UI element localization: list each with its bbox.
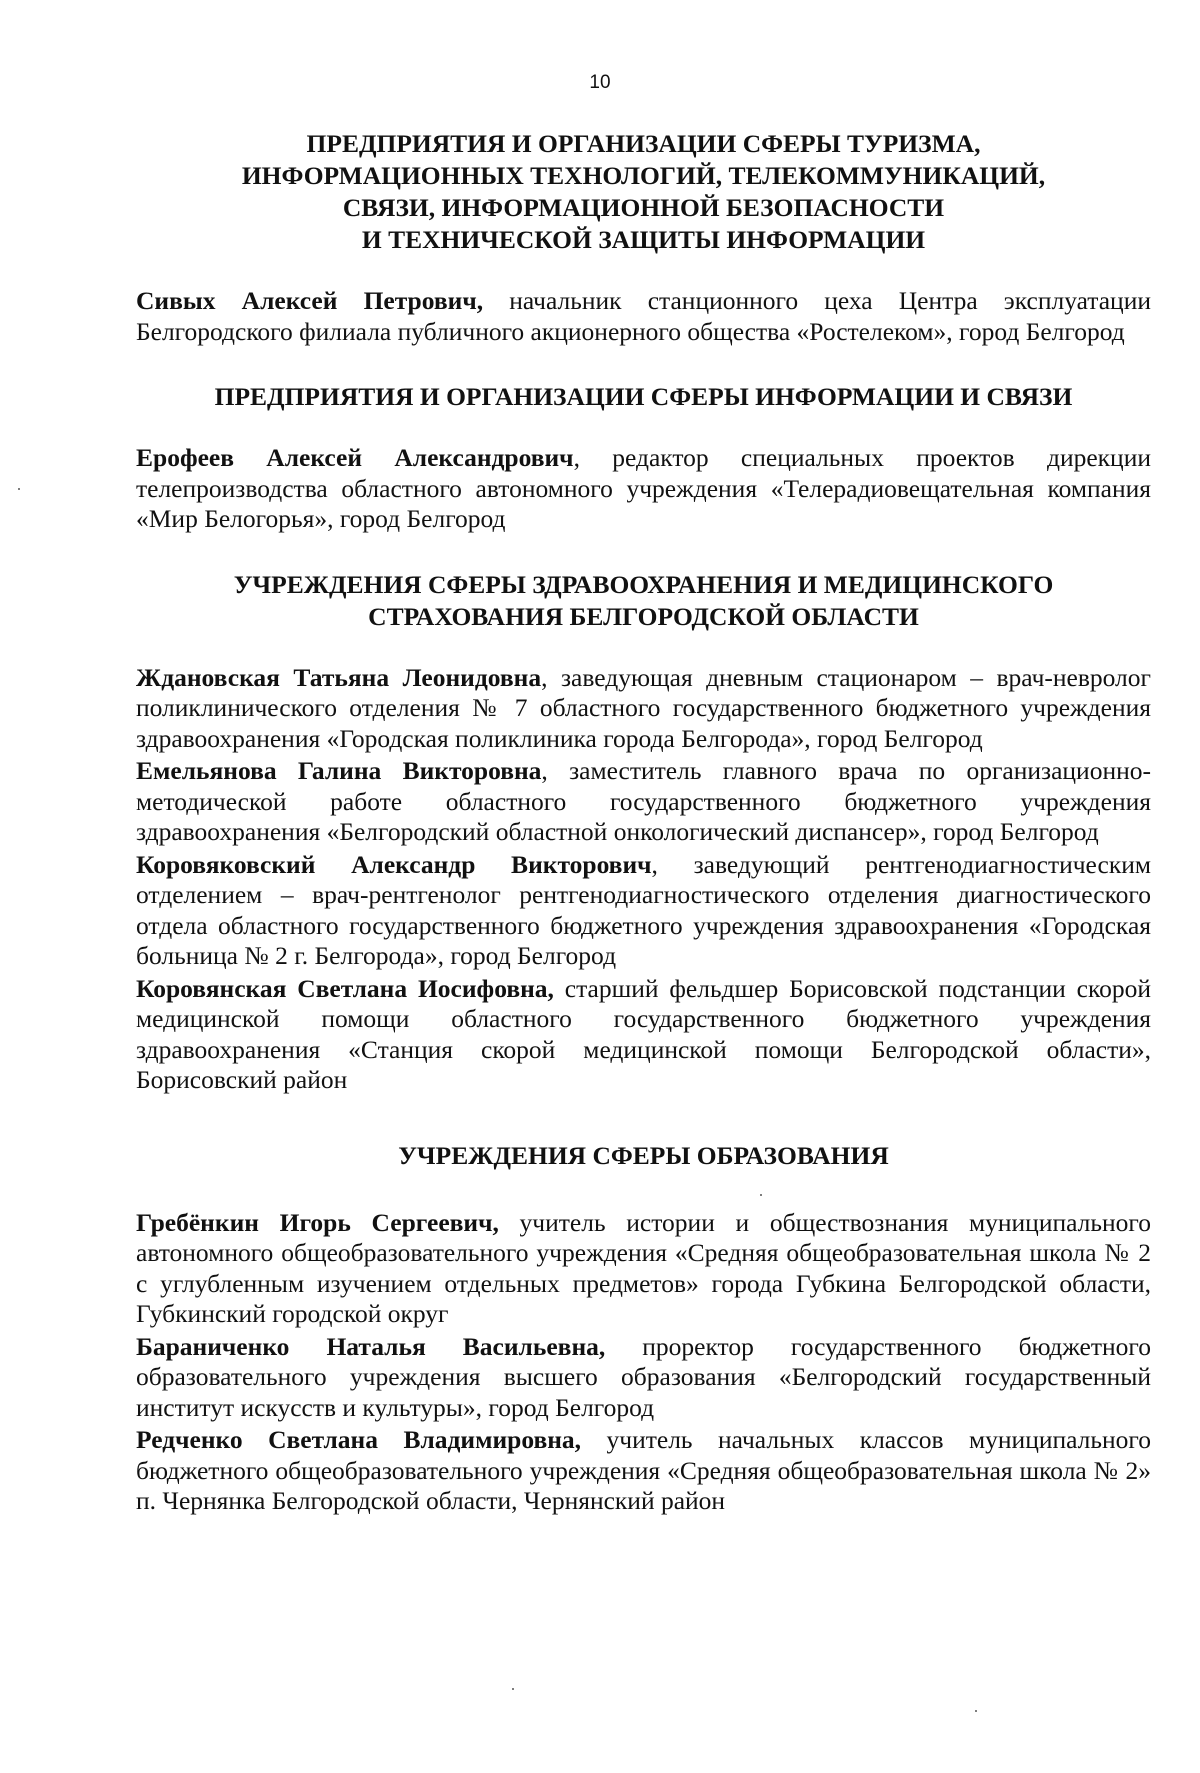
person-name: Коровяковский Александр Викторович xyxy=(136,849,652,879)
person-position: начальник станционного цеха Центра эксплуатации Белгородского филиала публичного акционерного общества «Ростелеком», город Белгород xyxy=(136,286,1151,346)
section-tourism-it xyxy=(136,128,1151,347)
heading-line: УЧРЕЖДЕНИЯ СФЕРЫ ЗДРАВООХРАНЕНИЯ И МЕДИЦИНСКОГО xyxy=(233,569,1054,599)
person-entry xyxy=(136,286,1151,347)
person-entry xyxy=(136,443,1151,535)
heading-line: ИНФОРМАЦИОННЫХ ТЕХНОЛОГИЙ, ТЕЛЕКОММУНИКАЦИЙ, xyxy=(241,161,1046,190)
person-position: , заведующий рентгенодиагностическим отделением – врач-рентгенолог рентгенодиагностического отделения диагностического отдела областного государственного бюджетного учреждения здравоохранения «Городская больница № 2 г. Белгорода», город Белгород xyxy=(136,849,1151,970)
person-name: Сивых Алексей Петрович, xyxy=(136,286,484,315)
section-heading xyxy=(136,381,1151,413)
section-education xyxy=(136,1140,1151,1517)
heading-line: СТРАХОВАНИЯ БЕЛГОРОДСКОЙ ОБЛАСТИ xyxy=(368,601,919,631)
person-position: старший фельдшер Борисовской подстанции скорой медицинской помощи областного государственного бюджетного учреждения здравоохранения «Станция скорой медицинской помощи Белгородской области», Борисовский район xyxy=(136,973,1151,1094)
person-entry xyxy=(136,663,1151,755)
person-entry xyxy=(136,1208,1151,1330)
person-name: Редченко Светлана Владимировна, xyxy=(136,1425,582,1454)
person-position: , заместитель главного врача по организационно-методической работе областного государственного бюджетного учреждения здравоохранения «Белгородский областной онкологический диспансер», город Белгород xyxy=(136,756,1151,846)
person-name: Бараниченко Наталья Васильевна, xyxy=(136,1331,606,1361)
person-entry xyxy=(136,850,1151,972)
heading-line: СВЯЗИ, ИНФОРМАЦИОННОЙ БЕЗОПАСНОСТИ xyxy=(342,193,945,222)
scan-speck xyxy=(18,488,20,490)
person-entry xyxy=(136,1332,1151,1424)
scan-speck xyxy=(760,1194,762,1196)
heading-line: ПРЕДПРИЯТИЯ И ОРГАНИЗАЦИИ СФЕРЫ ИНФОРМАЦИИ И СВЯЗИ xyxy=(214,382,1073,411)
page-number: 10 xyxy=(589,72,611,93)
person-position: , заведующая дневным стационаром – врач-невролог поликлинического отделения № 7 областного государственного бюджетного учреждения здравоохранения «Городская поликлиника города Белгорода», город Белгород xyxy=(136,662,1151,753)
person-name: Емельянова Галина Викторовна xyxy=(136,756,542,785)
section-information-communication xyxy=(136,381,1151,535)
scan-speck xyxy=(975,1710,977,1712)
section-heading xyxy=(136,569,1151,633)
person-entry xyxy=(136,756,1151,848)
person-position: учитель начальных классов муниципального бюджетного общеобразовательного учреждения «Средняя общеобразовательная школа № 2» п. Чернянка Белгородской области, Чернянский район xyxy=(136,1425,1152,1515)
scan-speck xyxy=(512,1688,514,1690)
person-entry xyxy=(136,974,1151,1096)
person-name: Гребёнкин Игорь Сергеевич, xyxy=(136,1207,499,1237)
document-content xyxy=(136,128,1151,1517)
heading-line: УЧРЕЖДЕНИЯ СФЕРЫ ОБРАЗОВАНИЯ xyxy=(398,1140,889,1170)
person-position: , редактор специальных проектов дирекции телепроизводства областного автономного учреждения «Телерадиовещательная компания «Мир Белогорья», город Белгород xyxy=(136,443,1151,533)
person-name: Коровянская Светлана Иосифовна, xyxy=(136,973,554,1003)
person-name: Ждановская Татьяна Леонидовна xyxy=(136,662,542,692)
section-heading xyxy=(136,128,1151,256)
section-healthcare xyxy=(136,569,1151,1096)
section-heading xyxy=(136,1140,1151,1172)
heading-line: И ТЕХНИЧЕСКОЙ ЗАЩИТЫ ИНФОРМАЦИИ xyxy=(361,225,926,254)
person-entry xyxy=(136,1425,1151,1517)
heading-line: ПРЕДПРИЯТИЯ И ОРГАНИЗАЦИИ СФЕРЫ ТУРИЗМА, xyxy=(306,129,981,158)
person-position: проректор государственного бюджетного образовательного учреждения высшего образования «Белгородский государственный институт искусств и культуры», город Белгород xyxy=(136,1331,1151,1422)
person-name: Ерофеев Алексей Александрович xyxy=(136,443,574,472)
person-position: учитель истории и обществознания муниципального автономного общеобразовательного учреждения «Средняя общеобразовательная школа № 2 с углубленным изучением отдельных предметов» города Губкина Белгородской области, Губкинский городской округ xyxy=(136,1207,1151,1328)
